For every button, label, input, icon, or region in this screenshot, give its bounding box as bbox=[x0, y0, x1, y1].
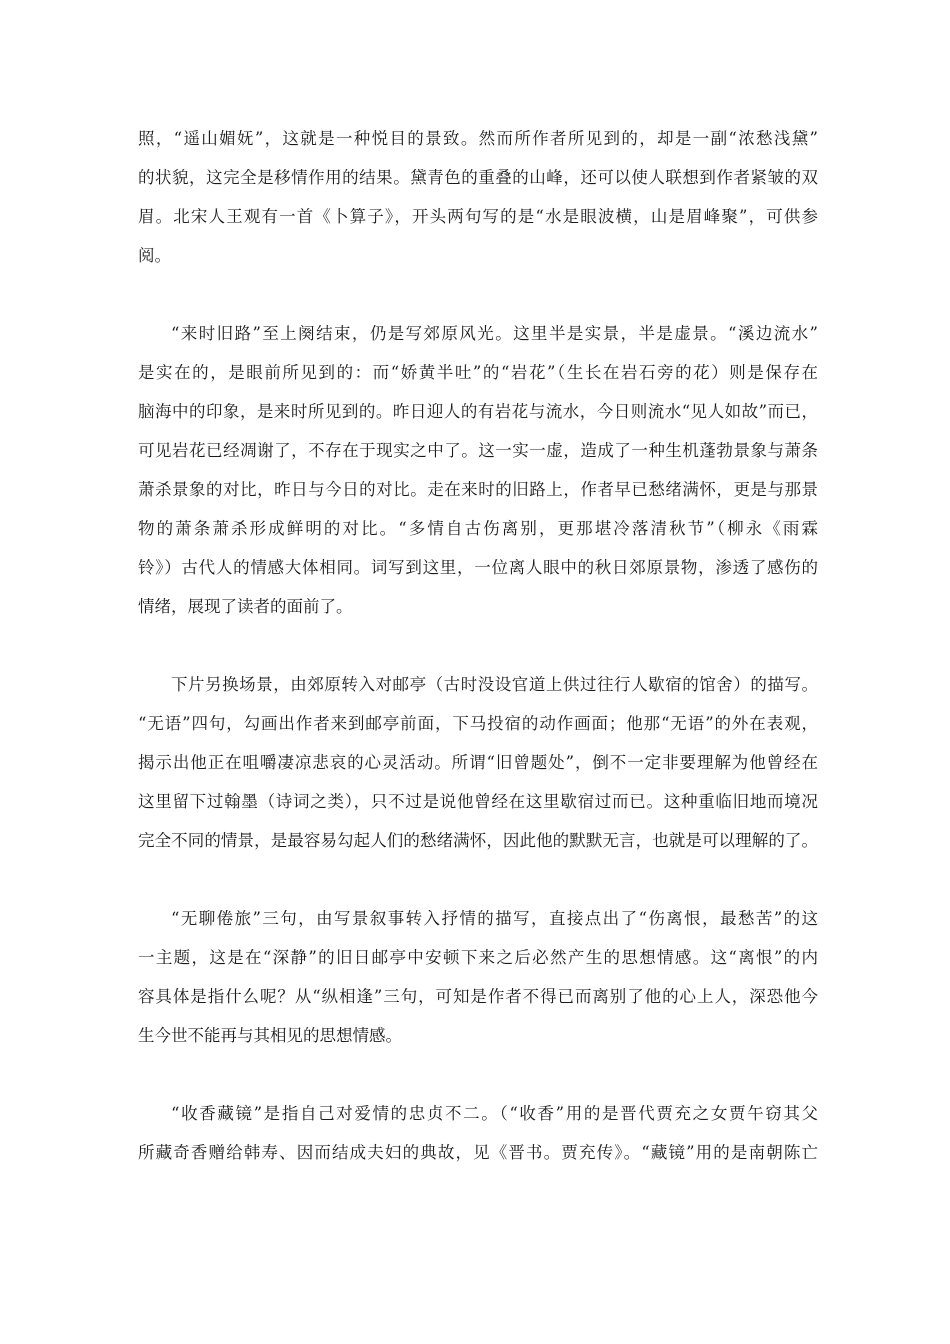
paragraph-4-line-3: 容具体是指什么呢？从“纵相逢”三句，可知是作者不得已而离别了他的心上人，深恐他今 bbox=[138, 987, 818, 1006]
paragraph-2-line-2: 是实在的，是眼前所见到的：而“娇黄半吐”的“岩花”（生长在岩石旁的花）则是保存在 bbox=[138, 363, 818, 382]
paragraph-3-line-1: 下片另换场景，由郊原转入对邮亭（古时没设官道上供过往行人歇宿的馆舍）的描写。 bbox=[171, 675, 818, 694]
paragraph-2-line-5: 萧杀景象的对比，昨日与今日的对比。走在来时的旧路上，作者早已愁绪满怀，更是与那景 bbox=[138, 480, 818, 499]
paragraph-1-line-3: 眉。北宋人王观有一首《卜算子》，开头两句写的是“水是眼波横，山是眉峰聚”，可供参 bbox=[138, 207, 818, 226]
paragraph-1-line-1: 照，“遥山媚妩”，这就是一种悦目的景致。然而所作者所见到的，却是一副“浓愁浅黛” bbox=[138, 129, 818, 148]
paragraph-5-line-2: 所藏奇香赠给韩寿、因而结成夫妇的典故，见《晋书。贾充传》。“藏镜”用的是南朝陈亡 bbox=[138, 1143, 818, 1162]
paragraph-4-line-4: 生今世不能再与其相见的思想情感。 bbox=[138, 1026, 402, 1045]
paragraph-5-line-1: “收香藏镜”是指自己对爱情的忠贞不二。（“收香”用的是晋代贾充之女贾午窃其父 bbox=[171, 1104, 818, 1123]
paragraph-4-line-1: “无聊倦旅”三句，由写景叙事转入抒情的描写，直接点出了“伤离恨，最愁苦”的这 bbox=[171, 909, 818, 928]
paragraph-1-line-2: 的状貌，这完全是移情作用的结果。黛青色的重叠的山峰，还可以使人联想到作者紧皱的双 bbox=[138, 168, 818, 187]
paragraph-2-line-4: 可见岩花已经凋谢了，不存在于现实之中了。这一实一虚，造成了一种生机蓬勃景象与萧条 bbox=[138, 441, 818, 460]
paragraph-2-line-7: 铃》）古代人的情感大体相同。词写到这里，一位离人眼中的秋日郊原景物，渗透了感伤的 bbox=[138, 558, 818, 577]
paragraph-3-line-2: “无语”四句，勾画出作者来到邮亭前面，下马投宿的动作画面；他那“无语”的外在表观， bbox=[138, 714, 818, 733]
paragraph-1-line-4: 阅。 bbox=[138, 246, 171, 265]
paragraph-4-line-2: 一主题，这是在“深静”的旧日邮亭中安顿下来之后必然产生的思想情感。这“离恨”的内 bbox=[138, 948, 818, 967]
paragraph-2-line-1: “来时旧路”至上阕结束，仍是写郊原风光。这里半是实景，半是虚景。“溪边流水” bbox=[171, 324, 818, 343]
paragraph-3-line-4: 这里留下过翰墨（诗词之类），只不过是说他曾经在这里歇宿过而已。这种重临旧地而境况 bbox=[138, 792, 818, 811]
paragraph-3-line-5: 完全不同的情景，是最容易勾起人们的愁绪满怀，因此他的默默无言，也就是可以理解的了。 bbox=[138, 831, 818, 850]
paragraph-2-line-8: 情绪，展现了读者的面前了。 bbox=[138, 597, 353, 616]
paragraph-3-line-3: 揭示出他正在咀嚼凄凉悲哀的心灵活动。所谓“旧曾题处”，倒不一定非要理解为他曾经在 bbox=[138, 753, 818, 772]
paragraph-2-line-3: 脑海中的印象，是来时所见到的。昨日迎人的有岩花与流水，今日则流水“见人如故”而已， bbox=[138, 402, 818, 421]
paragraph-2-line-6: 物的萧条萧杀形成鲜明的对比。“多情自古伤离别，更那堪冷落清秋节”（柳永《雨霖 bbox=[138, 519, 818, 538]
